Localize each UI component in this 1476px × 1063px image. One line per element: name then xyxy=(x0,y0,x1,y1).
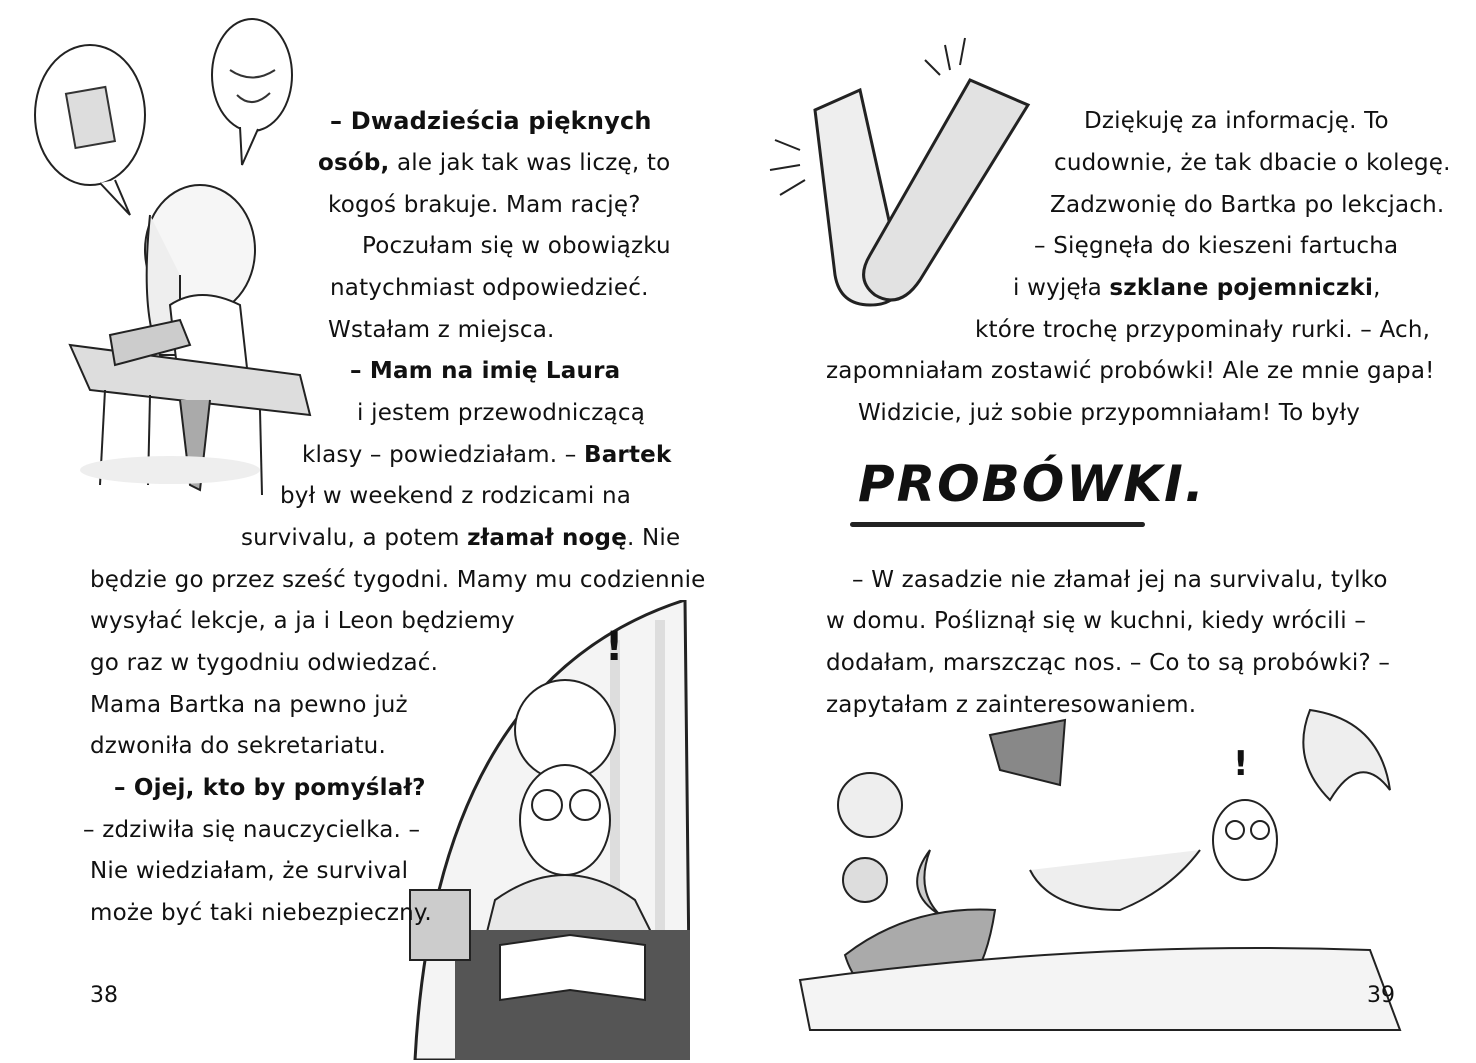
text-segment: Dziękuję za informację. To xyxy=(1084,108,1389,134)
kitchen-cat-illustration xyxy=(790,690,1440,1040)
text-segment: – Sięgnęła do kieszeni fartucha xyxy=(1034,233,1399,259)
text-segment: . Nie xyxy=(627,525,681,551)
text-segment: Mama Bartka na pewno już xyxy=(90,692,408,718)
bold-text: złamał nogę xyxy=(467,525,627,551)
text-line xyxy=(858,398,1360,428)
text-line xyxy=(975,315,1430,345)
text-segment: kogoś brakuje. Mam rację? xyxy=(328,192,641,218)
text-segment: – W zasadzie nie złamał jej na survivalu, tylko xyxy=(852,567,1388,593)
text-line xyxy=(852,565,1388,595)
text-segment: , xyxy=(1373,275,1381,301)
text-segment: może być taki niebezpieczny. xyxy=(90,900,432,926)
text-line xyxy=(1084,106,1389,136)
text-line xyxy=(1013,273,1381,303)
text-segment: zapomniałam zostawić probówki! Ale ze mnie gapa! xyxy=(826,358,1435,384)
text-segment: w domu. Pośliznął się w kuchni, kiedy wrócili – xyxy=(826,608,1367,634)
text-line xyxy=(1050,190,1444,220)
text-line xyxy=(826,648,1390,678)
bold-text: – Ojej, kto by pomyślał? xyxy=(114,775,426,801)
text-segment: Wstałam z miejsca. xyxy=(328,317,555,343)
text-segment: Zadzwonię do Bartka po lekcjach. xyxy=(1050,192,1445,218)
text-segment: wysyłać lekcje, a ja i Leon będziemy xyxy=(90,608,515,634)
test-tubes-illustration xyxy=(760,30,1050,320)
text-segment: i wyjęła xyxy=(1013,275,1110,301)
text-segment: natychmiast odpowiedzieć. xyxy=(330,275,649,301)
page-number: 38 xyxy=(90,983,118,1008)
svg-text:!: ! xyxy=(605,624,624,670)
text-line xyxy=(826,606,1366,636)
text-line xyxy=(826,356,1435,386)
text-segment: będzie go przez sześć tygodni. Mamy mu codziennie xyxy=(90,567,706,593)
text-segment: był w weekend z rodzicami na xyxy=(280,483,632,509)
text-segment: go raz w tygodniu odwiedzać. xyxy=(90,650,439,676)
text-segment: zapytałam z zainteresowaniem. xyxy=(826,692,1197,718)
heading-underline xyxy=(850,522,1145,527)
text-segment: cudownie, że tak dbacie o kolegę. xyxy=(1054,150,1451,176)
text-segment: dzwoniła do sekretariatu. xyxy=(90,733,386,759)
probowki-heading: PROBÓWKI. xyxy=(858,455,1206,513)
bold-text: osób, xyxy=(318,150,390,176)
svg-text:!: ! xyxy=(1233,744,1249,784)
text-segment: Widzicie, już sobie przypomniałam! To były xyxy=(858,400,1361,426)
text-line xyxy=(1054,148,1451,178)
text-segment: Nie wiedziałam, że survival xyxy=(90,858,409,884)
text-segment: ale jak tak was liczę, to xyxy=(389,150,671,176)
bold-text: szklane pojemniczki xyxy=(1109,275,1374,301)
page-number: 39 xyxy=(1367,983,1395,1008)
text-segment: dodałam, marszcząc nos. – Co to są probówki? – xyxy=(826,650,1391,676)
bold-text: – Mam na imię Laura xyxy=(350,358,621,384)
bold-text: – Dwadzieścia pięknych xyxy=(330,107,652,135)
text-segment: klasy – powiedziałam. – xyxy=(302,442,584,468)
text-segment: Poczułam się w obowiązku xyxy=(362,233,671,259)
bold-text: Bartek xyxy=(583,442,672,468)
text-segment: – zdziwiła się nauczycielka. – xyxy=(83,817,421,843)
text-segment: które trochę przypominały rurki. – Ach, xyxy=(975,317,1431,343)
text-segment: survivalu, a potem xyxy=(241,525,468,551)
text-line xyxy=(1034,231,1398,261)
text-segment: i jestem przewodniczącą xyxy=(357,400,645,426)
